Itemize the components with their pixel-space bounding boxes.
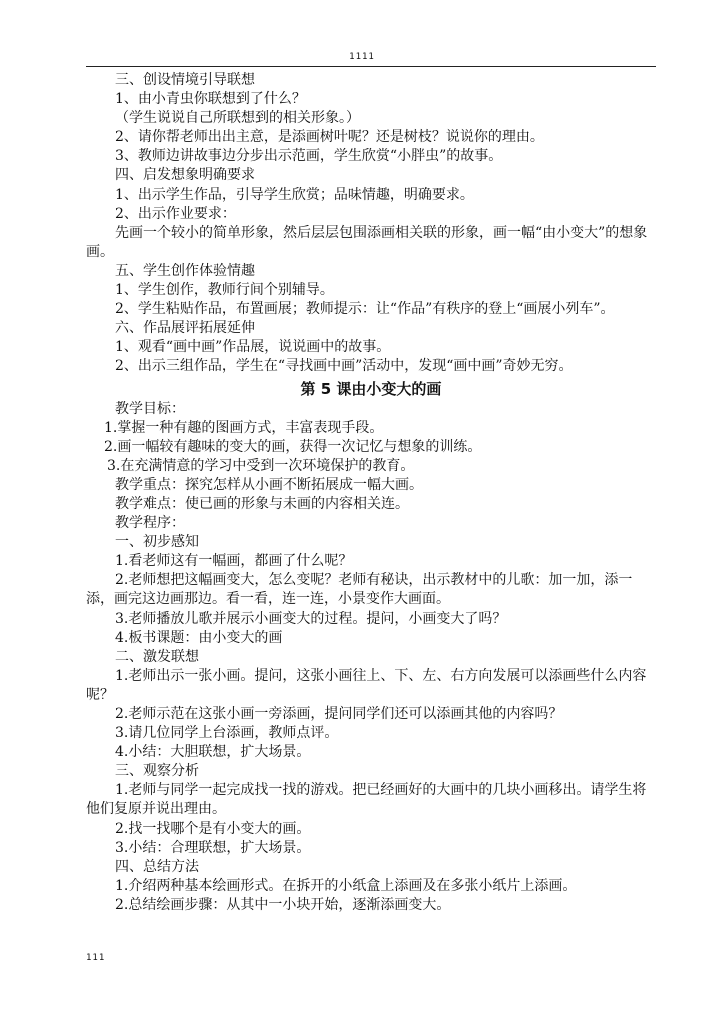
text-line: 4.小结：大胆联想，扩大场景。 [115, 744, 311, 761]
text-line: 1、学生创作，教师行间个别辅导。 [115, 282, 334, 299]
paragraph-exhibit: 2、学生粘贴作品，布置画展；教师提示：让“作品”有秩序的登上“画展小列车”。 [115, 301, 615, 318]
section-heading: 三、观察分析 [115, 763, 199, 780]
section-heading: 二、激发联想 [115, 648, 199, 665]
paragraph-step2-1: 1.老师出示一张小画。提问，这张小画往上、下、左、右方向发展可以添画些什么内容呢？ [86, 667, 647, 703]
header-page-label: 1111 [349, 52, 375, 62]
text-line: 三、创设情境引导联想 [115, 72, 255, 88]
section-heading: 四、启发想象明确要求 [115, 167, 255, 184]
paragraph-search: 2、出示三组作品，学生在“寻找画中画”活动中，发现“画中画”奇妙无穷。 [115, 358, 573, 375]
objective-item: 2.画一幅较有趣味的变大的画，获得一次记忆与想象的训练。 [104, 438, 482, 455]
section-heading: 一、初步感知 [115, 534, 199, 551]
text-line: 2.老师示范在这张小画一旁添画，提问同学们还可以添画其他的内容吗？ [115, 706, 563, 722]
text-line: 2、出示作业要求： [115, 205, 236, 222]
text-line: 1.介绍两种基本绘画形式。在拆开的小纸盒上添画及在多张小纸片上添画。 [115, 877, 577, 894]
objectives-heading: 教学目标： [115, 400, 185, 417]
paragraph-requirement: 先画一个较小的简单形象，然后层层包围添画相关联的形象，画一幅“由小变大”的想象画。 [86, 224, 648, 260]
objective-item: 3.在充满情意的学习中受到一次环境保护的教育。 [107, 457, 415, 474]
text-line: 3.老师播放儿歌并展示小画变大的过程。提问，小画变大了吗？ [115, 610, 507, 627]
document-body [86, 71, 656, 915]
text-line: 3.小结：合理联想，扩大场景。 [115, 839, 311, 856]
text-line: 4.板书课题：由小变大的画 [115, 629, 283, 646]
lesson-title: 第 5 课由小变大的画 [300, 379, 442, 398]
paragraph-step1-2: 2.老师想把这幅画变大，怎么变呢？老师有秘诀，出示教材中的儿歌：加一加，添一添，画完这边画那边。看一看，连一连，小景变作大画面。 [86, 572, 633, 608]
text-line: （学生说说自己所联想到的相关形象。） [115, 110, 360, 127]
text-line: 1.看老师这有一幅画，都画了什么呢？ [115, 553, 353, 570]
text-line: 3.请几位同学上台添画，教师点评。 [115, 725, 339, 742]
text-line: 1、由小青虫你联想到了什么？ [115, 91, 306, 108]
text-line: 2、请你帮老师出出主意，是添画树叶呢？还是树枝？说说你的理由。 [115, 129, 544, 146]
footer-page-label: 111 [86, 953, 106, 963]
text-line: 1、观看“画中画”作品展，说说画中的故事。 [115, 339, 391, 356]
header-rule [86, 66, 656, 67]
section-heading: 六、作品展评拓展延伸 [115, 320, 255, 337]
text-line: 1、出示学生作品，引导学生欣赏；品味情趣，明确要求。 [115, 186, 474, 203]
key-points: 教学重点：探究怎样从小画不断拓展成一幅大画。 [115, 476, 423, 493]
section-heading: 四、总结方法 [115, 858, 199, 875]
difficulties: 教学难点：使已画的形象与未画的内容相关连。 [115, 495, 409, 512]
paragraph-step3-1: 1.老师与同学一起完成找一找的游戏。把已经画好的大画中的几块小画移出。请学生将他们复原并说出理由。 [86, 782, 647, 818]
text-line: 2.总结绘画步骤：从其中一小块开始，逐渐添画变大。 [115, 896, 451, 913]
section-heading: 五、学生创作体验情趣 [115, 262, 255, 279]
objective-item: 1.掌握一种有趣的图画方式，丰富表现手段。 [104, 419, 384, 436]
procedure-heading: 教学程序： [115, 515, 185, 532]
text-line: 3、教师边讲故事边分步出示范画，学生欣赏“小胖虫”的故事。 [115, 148, 503, 165]
text-line: 2.找一找哪个是有小变大的画。 [115, 820, 311, 837]
